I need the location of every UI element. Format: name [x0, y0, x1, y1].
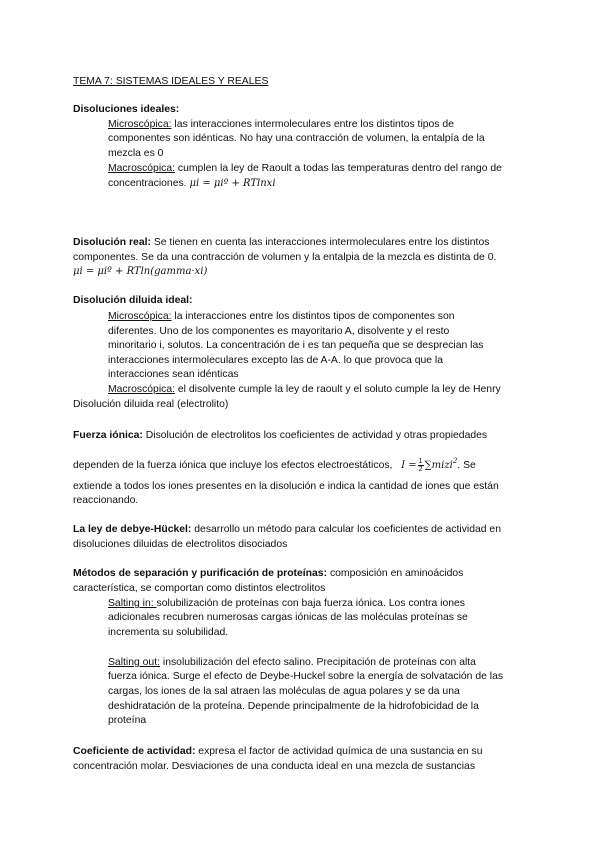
- fraction-denominator: 2: [418, 465, 423, 473]
- formula-superscript: 2: [452, 457, 458, 465]
- paragraph-line: [108, 656, 476, 670]
- paragraph-line: [108, 162, 502, 176]
- section-heading-disolucion-diluida: Disolución diluida ideal:: [73, 295, 193, 306]
- paragraph-line: mezcla es 0: [108, 148, 164, 159]
- section-heading-debye-huckel: La ley de debye-Hückel:: [73, 524, 192, 535]
- paragraph-line: [73, 454, 476, 473]
- paragraph-line: [108, 118, 454, 132]
- text-span: el disolvente cumple la ley de raoult y el soluto cumple la ley de Henry: [175, 384, 501, 395]
- paragraph-line: reaccionando.: [73, 495, 139, 506]
- text-span: cumplen la ley de Raoult a todas las temperaturas dentro del rango de: [175, 163, 502, 174]
- paragraph-line: deshidratación de la proteína. Depende principalmente de la hidrofobicidad de la: [108, 701, 479, 712]
- paragraph-line: característica, se comportan como distintos electrolitos: [73, 583, 326, 594]
- section-heading-fuerza-ionica: Fuerza iónica:: [73, 430, 143, 441]
- formula-ionic-strength-rhs: ∑mizi: [424, 460, 453, 471]
- paragraph-line: componentes son idénticas. No hay una contracción de volumen, la entalpía de la: [108, 133, 485, 144]
- paragraph-line: fuerza iónica. Surge el efecto de Deybe-Huckel sobre la energía de solvatación de las: [108, 671, 504, 682]
- section-heading-coeficiente: Coeficiente de actividad:: [73, 746, 196, 757]
- formula-ionic-strength-lhs: I =: [401, 460, 417, 471]
- text-span: la interacciones entre los distintos tipos de componentes son: [171, 311, 455, 322]
- text-span: las interacciones intermoleculares entre los distintos tipos de: [171, 119, 454, 130]
- paragraph-line: [73, 429, 487, 443]
- paragraph-line: [108, 310, 455, 324]
- text-span: insolubilización del efecto salino. Precipitación de proteínas con alta: [160, 657, 476, 668]
- label-macroscopica: Macroscópica:: [108, 163, 175, 174]
- paragraph-line: proteína: [108, 715, 147, 726]
- text-span: Se tienen en cuenta las interacciones intermoleculares entre los distintos: [150, 237, 490, 248]
- paragraph-line: interacciones sean idénticas: [108, 369, 239, 380]
- text-span: Disolución de electrolitos los coeficientes de actividad y otras propiedades: [142, 430, 488, 441]
- paragraph-line: Disolución diluida real (electrolito): [73, 399, 229, 410]
- paragraph-line: [73, 567, 463, 581]
- paragraph-line: [73, 745, 483, 759]
- label-macroscopica: Macroscópica:: [108, 384, 175, 395]
- paragraph-line: [73, 236, 489, 250]
- paragraph-line: diferentes. Uno de los componentes es mayoritario A, disolvente y el resto: [108, 326, 450, 337]
- paragraph-line: extiende a todos los iones presentes en la disolución e indica la cantidad de iones que están: [73, 481, 499, 492]
- text-span: composición en aminoácidos: [327, 568, 464, 579]
- paragraph-line: cargas, los iones de la sal atraen las moléculas de agua polares y se da una: [108, 686, 460, 697]
- label-salting-out: Salting out:: [108, 657, 160, 668]
- paragraph-line: incrementa su solubilidad.: [108, 627, 229, 638]
- paragraph-line: disoluciones diluidas de electrolitos disociados: [73, 539, 288, 550]
- text-span: concentraciones.: [108, 178, 187, 189]
- formula-chemical-potential-real: μi = μiº + RTln(gamma·xi): [73, 266, 208, 277]
- section-heading-metodos: Métodos de separación y purificación de proteínas:: [73, 568, 328, 579]
- label-microscopica: Microscópica:: [108, 311, 172, 322]
- text-span: expresa el factor de actividad química de una sustancia en su: [195, 746, 483, 757]
- paragraph-line: [108, 177, 276, 191]
- text-span: solubilización de proteínas con baja fuerza iónica. Los contra iones: [156, 598, 465, 609]
- text-span: desarrollo un método para calcular los coeficientes de actividad en: [191, 524, 501, 535]
- text-span: dependen de la fuerza iónica que incluye los efectos electroestáticos,: [73, 460, 393, 471]
- paragraph-line: concentración molar. Desviaciones de una conducta ideal en una mezcla de sustancias: [73, 761, 476, 772]
- formula-chemical-potential-ideal: μi = μiº + RTlnxi: [189, 178, 276, 189]
- paragraph-line: componentes. Se da una contracción de volumen y la entalpia de la mezcla es distinta de 0.: [73, 252, 497, 263]
- paragraph-line: minoritario i, solutos. La concentración de i es tan pequeña que se desprecian las: [108, 340, 484, 351]
- label-salting-in: Salting in:: [108, 598, 157, 609]
- label-microscopica: Microscópica:: [108, 119, 172, 130]
- fraction-numerator: 1: [418, 457, 423, 465]
- text-span: . Se: [457, 460, 476, 471]
- paragraph-line: adicionales recubren numerosas cargas iónicas de las moléculas proteínas se: [108, 612, 468, 623]
- document-title: TEMA 7: SISTEMAS IDEALES Y REALES: [73, 76, 269, 87]
- paragraph-line: [73, 523, 501, 537]
- paragraph-line: [108, 597, 465, 611]
- paragraph-line: interacciones intermoleculares excepto las de A-A. lo que provoca que la: [108, 355, 444, 366]
- formula-fraction: [418, 458, 424, 473]
- paragraph-line: [108, 383, 501, 397]
- section-heading-disolucion-real: Disolución real:: [73, 237, 151, 248]
- section-heading-disoluciones-ideales: Disoluciones ideales:: [73, 104, 180, 115]
